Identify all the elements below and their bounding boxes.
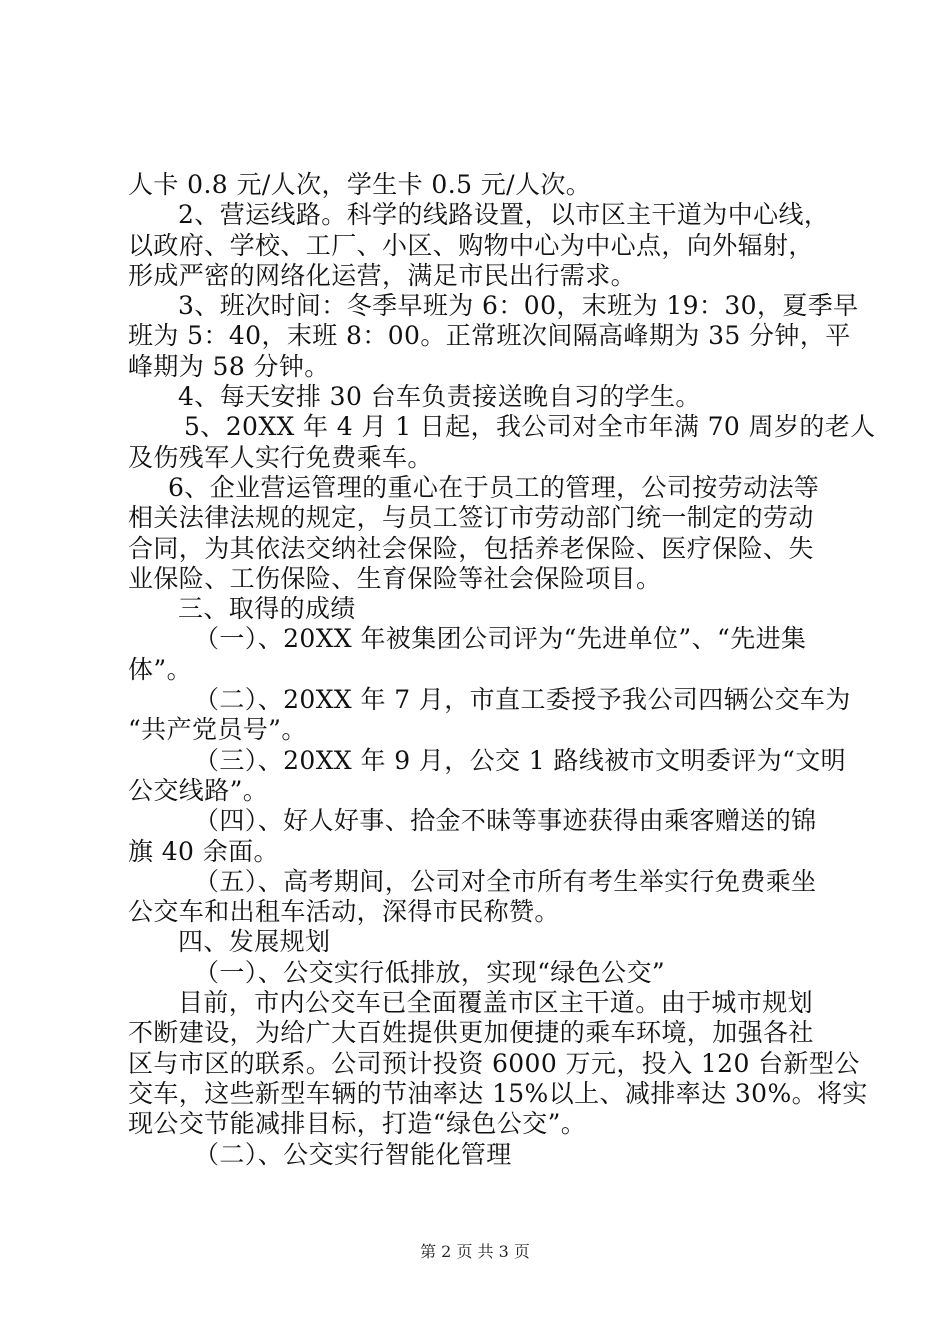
section-heading: 四、发展规划 [178, 927, 331, 957]
text-line: 合同，为其依法交纳社会保险，包括养老保险、医疗保险、失 [128, 533, 814, 563]
text-line: 形成严密的网络化运营，满足市民出行需求。 [128, 260, 637, 290]
text-line: 目前，市内公交车已全面覆盖市区主干道。由于城市规划 [178, 988, 814, 1018]
text-line: “共产党员号”。 [128, 715, 307, 745]
body-text [128, 170, 876, 1170]
text-line: 以政府、学校、工厂、小区、购物中心为中心点，向外辐射， [128, 230, 814, 260]
text-line: 不断建设，为给广大百姓提供更加便捷的乘车环境，加强各社 [128, 1018, 814, 1048]
subsection-heading: （一）、公交实行低排放，实现“绿色公交” [194, 957, 666, 987]
text-line: （五）、高考期间，公司对全市所有考生举实行免费乘坐 [194, 866, 817, 896]
text-line: 相关法律法规的规定，与员工签订市劳动部门统一制定的劳动 [128, 503, 814, 533]
text-line: 现公交节能减排目标，打造“绿色公交”。 [128, 1109, 587, 1139]
text-line: 班为 5：40，末班 8：00。正常班次间隔高峰期为 35 分钟，平 [128, 321, 851, 351]
text-line: 交车，这些新型车辆的节油率达 15%以上、减排率达 30%。将实 [128, 1078, 868, 1108]
text-line: 4、每天安排 30 台车负责接送晚自习的学生。 [178, 382, 701, 412]
text-line: （二）、20XX 年 7 月，市直工委授予我公司四辆公交车为 [194, 685, 851, 715]
text-line: （三）、20XX 年 9 月，公交 1 路线被市文明委评为“文明 [194, 745, 847, 775]
subsection-heading: （二）、公交实行智能化管理 [194, 1139, 512, 1169]
text-line: 公交线路”。 [128, 775, 269, 805]
text-line: 2、营运线路。科学的线路设置，以市区主干道为中心线， [178, 200, 830, 230]
text-line: 业保险、工伤保险、生育保险等社会保险项目。 [128, 563, 662, 593]
text-line: 6、企业营运管理的重心在于员工的管理，公司按劳动法等 [168, 472, 820, 502]
text-line: 旗 40 余面。 [128, 836, 279, 866]
text-line: 体”。 [128, 654, 192, 684]
text-line: 3、班次时间：冬季早班为 6：00，末班为 19：30，夏季早 [178, 291, 859, 321]
text-line: 5、20XX 年 4 月 1 日起，我公司对全市年满 70 周岁的老人 [184, 412, 876, 442]
text-line: （一）、20XX 年被集团公司评为“先进单位”、“先进集 [194, 624, 807, 654]
section-heading: 三、取得的成绩 [178, 594, 356, 624]
text-line: 及伤残军人实行免费乘车。 [128, 442, 433, 472]
text-line: 公交车和出租车活动，深得市民称赞。 [128, 897, 560, 927]
text-line: 区与市区的联系。公司预计投资 6000 万元，投入 120 台新型公 [128, 1048, 860, 1078]
text-line: 人卡 0.8 元/人次，学生卡 0.5 元/人次。 [128, 170, 592, 199]
text-line: （四）、好人好事、拾金不昧等事迹获得由乘客赠送的锦 [194, 806, 817, 836]
page-number: 第 2 页 共 3 页 [420, 1242, 530, 1261]
text-line: 峰期为 58 分钟。 [128, 351, 330, 381]
